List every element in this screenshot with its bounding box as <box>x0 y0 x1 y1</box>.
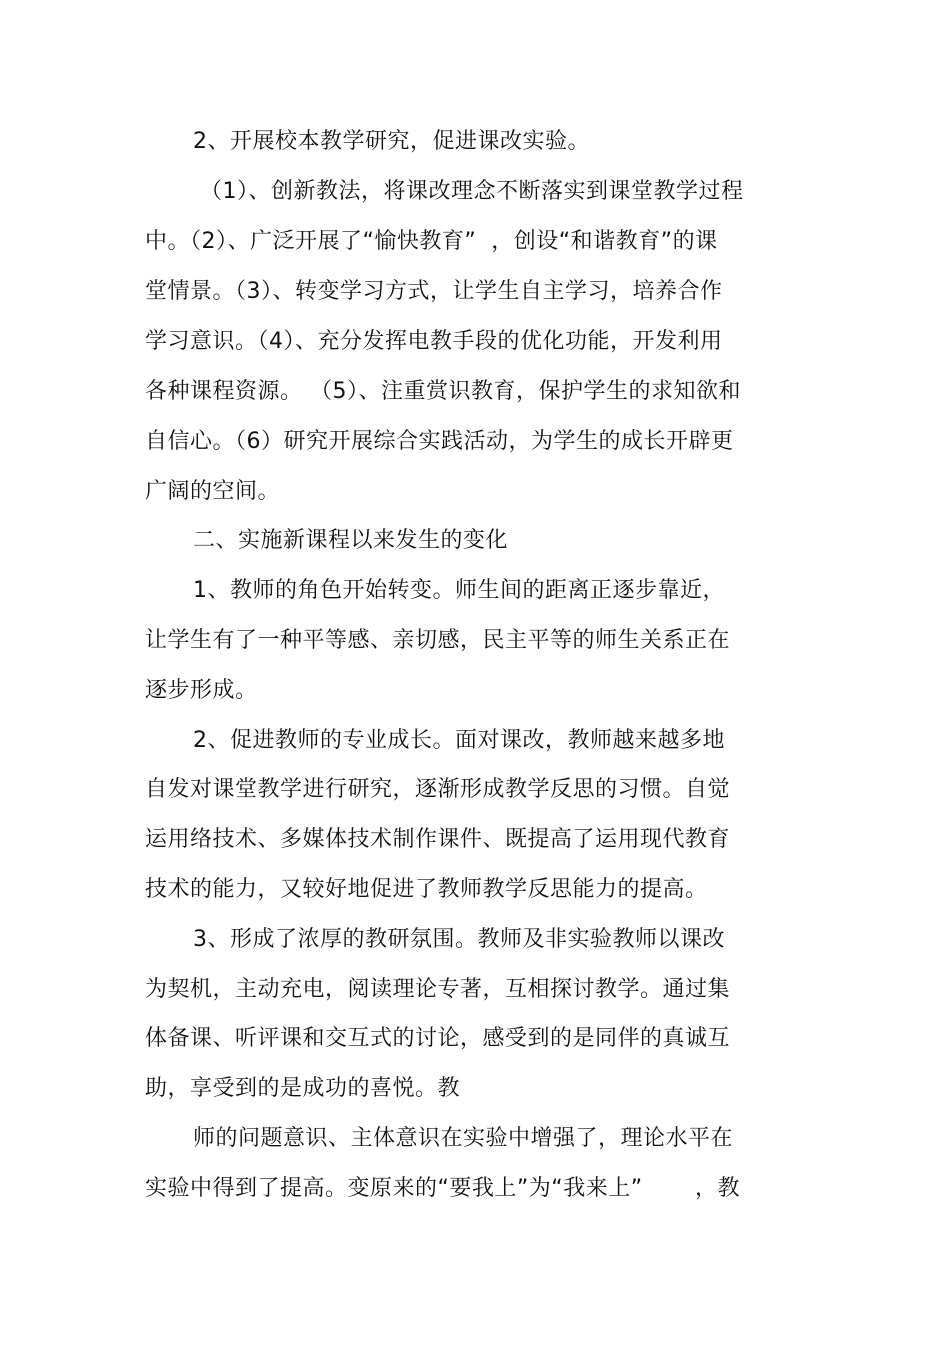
text-line: 运用络技术、多媒体技术制作课件、既提高了运用现代教育 <box>145 827 731 852</box>
text-line: 3、形成了浓厚的教研氛围。教师及非实验教师以课改 <box>193 927 725 952</box>
text-line: 自信心。（6）研究开展综合实践活动，为学生的成长开辟更 <box>145 429 734 454</box>
text-line: 助，享受到的是成功的喜悦。教 <box>145 1076 461 1101</box>
text-line: 让学生有了一种平等感、亲切感，民主平等的师生关系正在 <box>145 628 731 653</box>
text-line: 自发对课堂教学进行研究，逐渐形成教学反思的习惯。自觉 <box>145 777 731 802</box>
text-line: 为契机，主动充电，阅读理论专著，互相探讨教学。通过集 <box>145 977 731 1002</box>
text-line: 学习意识。（4）、充分发挥电教手段的优化功能，开发利用 <box>145 329 723 354</box>
text-line: 技术的能力，又较好地促进了教师教学反思能力的提高。 <box>145 877 708 902</box>
text-line: 体备课、听评课和交互式的讨论，感受到的是同伴的真诚互 <box>145 1026 731 1051</box>
text-line: 堂情景。（3）、转变学习方式，让学生自主学习，培养合作 <box>145 279 723 304</box>
text-line: 中。（2）、广泛开展了“愉快教育” ，创设“和谐教育”的课 <box>145 229 718 254</box>
text-line: （1）、创新教法，将课改理念不断落实到课堂教学过程 <box>200 179 744 204</box>
text-line: 广阔的空间。 <box>145 479 281 504</box>
text-line: 2、开展校本教学研究，促进课改实验。 <box>193 129 590 154</box>
text-line: 各种课程资源。 （5）、注重赏识教育，保护学生的求知欲和 <box>145 379 741 404</box>
section-heading: 二、实施新课程以来发生的变化 <box>193 528 509 553</box>
text-line: 2、促进教师的专业成长。面对课改，教师越来越多地 <box>193 728 725 753</box>
text-line: 逐步形成。 <box>145 678 258 703</box>
text-line: 师的问题意识、主体意识在实验中增强了，理论水平在 <box>193 1126 734 1151</box>
text-line: 1、教师的角色开始转变。师生间的距离正逐步靠近， <box>193 578 725 603</box>
text-line: 实验中得到了提高。变原来的“要我上”为“我来上” ，教 <box>145 1176 741 1201</box>
